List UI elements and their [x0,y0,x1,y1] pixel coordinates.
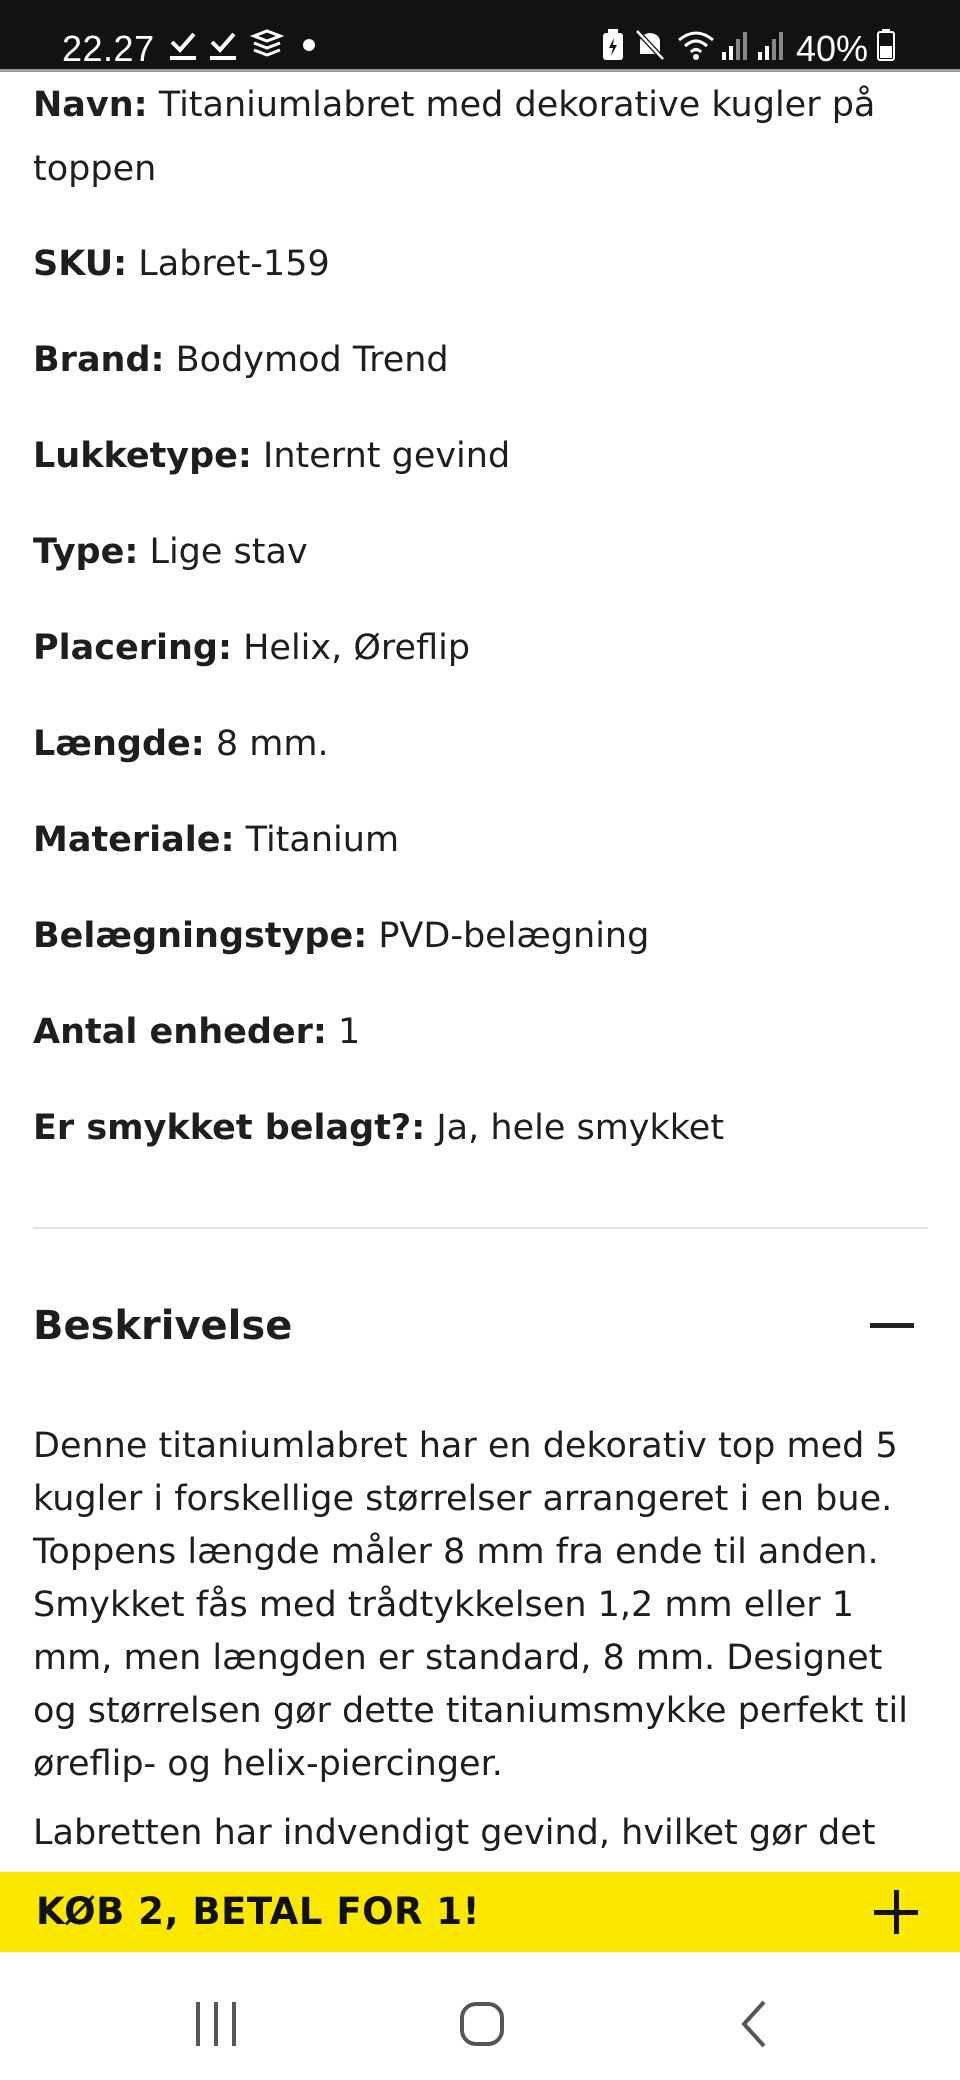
spec-label: Belægningstype: [33,916,368,956]
spec-value: 1 [326,1012,361,1052]
spec-value: 8 mm. [204,724,329,764]
spec-coating-type [33,904,928,968]
spec-label: Navn: [33,85,148,125]
spec-sku [33,232,928,296]
spec-value: Ja, hele smykket [425,1108,725,1148]
spec-label: Materiale: [33,820,235,860]
section-divider [33,1227,928,1229]
spec-length [33,712,928,776]
minus-icon [870,1323,914,1328]
mute-icon [634,28,666,62]
description-paragraph: Labretten har indvendigt gevind, hvilket gør det [33,1813,876,1853]
stack-icon [250,28,284,62]
spec-value: PVD-belægning [367,916,650,956]
home-icon[interactable] [452,1996,512,2052]
spec-label: Placering: [33,628,232,668]
spec-coated [33,1096,928,1160]
description-title[interactable]: Beskrivelse [33,1303,293,1349]
spec-label: Type: [33,532,139,572]
signal-icon [720,28,748,62]
spec-value: Titanium [234,820,400,860]
signal-icon [756,28,784,62]
spec-type [33,520,928,584]
spec-closure [33,424,928,488]
spec-brand [33,328,928,392]
spec-value: Helix, Øreflip [231,628,471,668]
spec-units [33,1000,928,1064]
wifi-icon [676,28,716,62]
spec-placement [33,616,928,680]
spec-value: Internt gevind [251,436,511,476]
spec-label: Antal enheder: [33,1012,327,1052]
status-bar [0,0,960,72]
spec-value: Titaniumlabret med dekorative kugler på toppen [33,85,876,189]
spec-label: Er smykket belagt?: [33,1108,426,1148]
battery-percent: 40% [796,28,869,69]
spec-value: Labret-159 [127,244,330,284]
spec-material [33,808,928,872]
spec-label: SKU: [33,244,128,284]
back-icon[interactable] [726,1996,786,2052]
recents-icon[interactable] [186,1996,246,2052]
clock: 22.27 [62,28,155,69]
battery-icon [876,28,896,62]
check-icon [168,28,198,62]
plus-icon[interactable] [872,1888,920,1936]
spec-value: Lige stav [138,532,308,572]
description-paragraph: Denne titaniumlabret har en dekorativ top med 5 kugler i forskellige størrelser arrangeret i en bue. Toppens længde måler 8 mm fra ende til anden. Smykket fås med trådtykkelsen 1,2 mm eller 1 mm, men længden er standard, 8 mm. Designet og størrelsen gør dette titaniumsmykke perfekt til øreflip- og helix-piercinger. [33,1426,908,1784]
spec-label: Lukketype: [33,436,252,476]
navigation-bar [0,1952,960,2080]
promo-text: KØB 2, BETAL FOR 1! [36,1890,481,1933]
promo-banner[interactable] [0,1872,960,1952]
battery-saver-icon [600,28,626,62]
spec-label: Længde: [33,724,205,764]
dot-icon [302,38,316,52]
spec-name [33,73,903,201]
spec-value: Bodymod Trend [164,340,449,380]
spec-label: Brand: [33,340,165,380]
collapse-button[interactable] [862,1305,918,1345]
check-icon [208,28,238,62]
